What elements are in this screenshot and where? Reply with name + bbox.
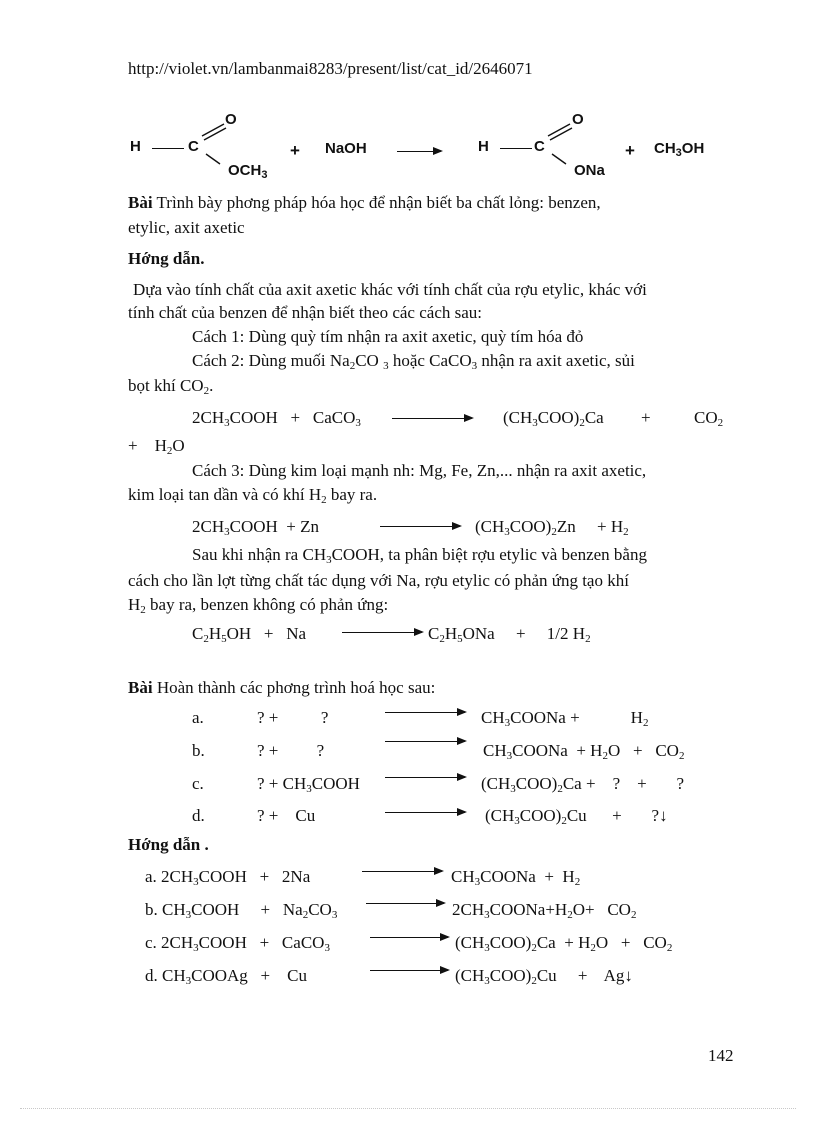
atom-h: H (130, 138, 141, 155)
method-3-line-1: Cách 3: Dùng kim loại mạnh nh: Mg, Fe, Zn,... nhận ra axit axetic, (192, 461, 647, 480)
paragraph: $H_2$ bay ra, benzen không có phản ứng: (128, 595, 389, 616)
equation-zn: $2CH_3COOH + Zn$ (192, 517, 320, 538)
group-ona: ONa (574, 162, 605, 179)
paragraph: tính chất của benzen để nhận biết theo các cách sau: (128, 303, 482, 322)
atom-o: O (225, 111, 237, 128)
source-url: http://violet.vn/lambanmai8283/present/list/cat_id/2646071 (128, 59, 533, 78)
group-och3: $OCH_3$ (228, 162, 268, 181)
question-1-line-2: etylic, axit axetic (128, 218, 245, 237)
atom-o: O (572, 111, 584, 128)
paragraph: Sau khi nhận ra $CH_3COOH$, ta phân biệt rợu etylic và benzen bằng (192, 545, 647, 566)
ch3oh: $CH_3OH$ (654, 140, 705, 159)
paragraph: Dựa vào tính chất của axit axetic khác với tính chất của rợu etylic, khác với (133, 280, 647, 299)
method-1: Cách 1: Dùng quỳ tím nhận ra axit axetic, quỳ tím hóa đỏ (192, 327, 584, 346)
guide-heading-2: Hớng dẫn . (128, 835, 209, 854)
method-2-line-1: Cách 2: Dùng muối $Na_2CO$ $_3$ hoặc CaCO$_3$ nhận ra axit axetic, sủi (192, 351, 635, 372)
guide-heading-1: Hớng dẫn. (128, 249, 205, 268)
plus-sign: + (290, 141, 300, 160)
question-2: Bài Hoàn thành các phơng trình hoá học sau: (128, 678, 436, 697)
naoh: NaOH (325, 140, 367, 157)
atom-c: C (534, 138, 545, 155)
question-1-line-1: Bài Trình bày phơng pháp hóa học để nhận biết ba chất lỏng: benzen, (128, 193, 601, 212)
equation-caco3: $2CH_3COOH$ + CaCO$_3$ (192, 408, 361, 429)
plus-sign: + (625, 141, 635, 160)
method-3-line-2: kim loại tan dần và có khí $H_2$ bay ra. (128, 485, 378, 506)
equation-na: $C_2H_5OH + Na$ (192, 624, 307, 645)
atom-h: H (478, 138, 489, 155)
divider (20, 1108, 796, 1109)
page-number: 142 (708, 1046, 734, 1065)
paragraph: cách cho lần lợt từng chất tác dụng với Na, rợu etylic có phản ứng tạo khí (128, 571, 629, 590)
atom-c: C (188, 138, 199, 155)
method-2-line-2: bọt khí $CO_2$. (128, 376, 214, 397)
